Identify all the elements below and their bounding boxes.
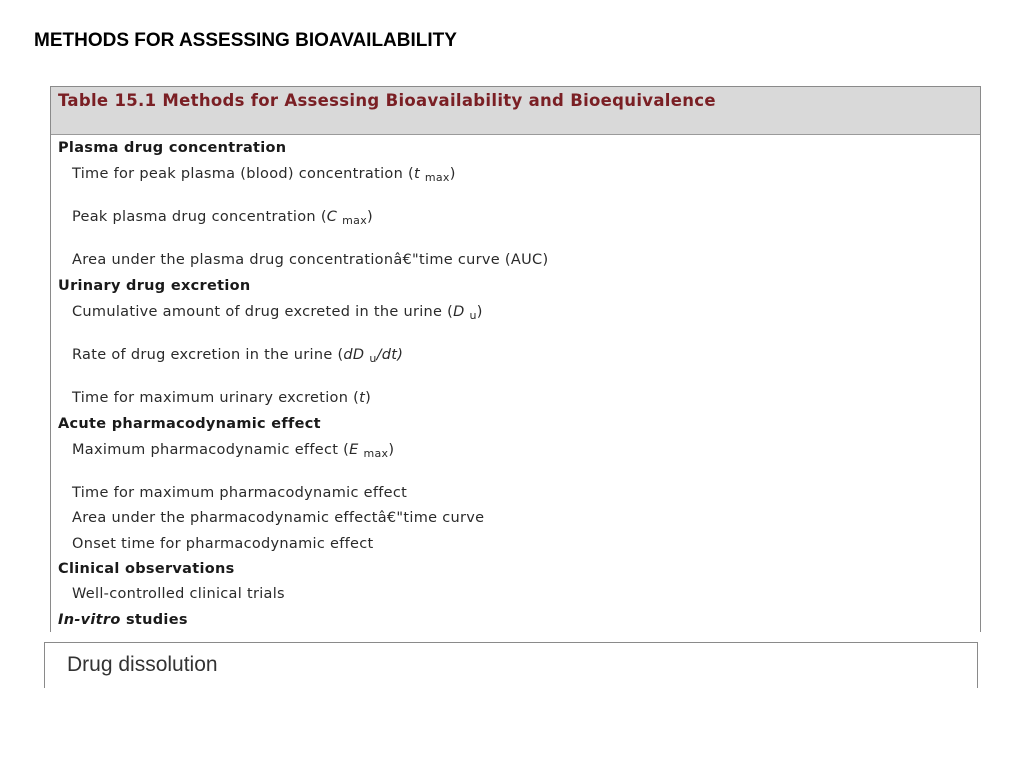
drug-dissolution-label: Drug dissolution — [67, 653, 218, 676]
methods-table — [50, 86, 981, 632]
section-heading-urinary: Urinary drug excretion — [58, 278, 251, 294]
list-item: Time for maximum pharmacodynamic effect — [72, 485, 408, 501]
list-item: Maximum pharmacodynamic effect (E $_{max}$) — [72, 442, 395, 460]
section-heading-plasma: Plasma drug concentration — [58, 140, 287, 156]
list-item: Time for peak plasma (blood) concentration (t $_{max}$) — [72, 166, 456, 184]
list-item: Well-controlled clinical trials — [72, 586, 285, 602]
list-item: Area under the pharmacodynamic effectâ€"time curve — [72, 510, 485, 526]
list-item: Time for maximum urinary excretion (t) — [72, 390, 372, 406]
section-heading-clinical: Clinical observations — [58, 561, 235, 577]
list-item: Peak plasma drug concentration (C $_{max}$) — [72, 209, 373, 227]
table-caption-text: Table 15.1 Methods for Assessing Bioavailability and Bioequivalence — [58, 91, 716, 110]
slide-title: METHODS FOR ASSESSING BIOAVAILABILITY — [34, 30, 457, 51]
list-item: Cumulative amount of drug excreted in the urine (D $_u$) — [72, 304, 483, 322]
section-heading-in-vitro: In-vitro studies — [58, 612, 188, 628]
section-heading-pharmacodynamic: Acute pharmacodynamic effect — [58, 416, 321, 432]
list-item: Onset time for pharmacodynamic effect — [72, 536, 374, 552]
table-caption — [51, 87, 980, 135]
list-item: Area under the plasma drug concentrationâ€"time curve (AUC) — [72, 252, 549, 268]
list-item: Rate of drug excretion in the urine (dD $_u$/dt) — [72, 347, 404, 365]
drug-dissolution-box — [44, 642, 978, 688]
